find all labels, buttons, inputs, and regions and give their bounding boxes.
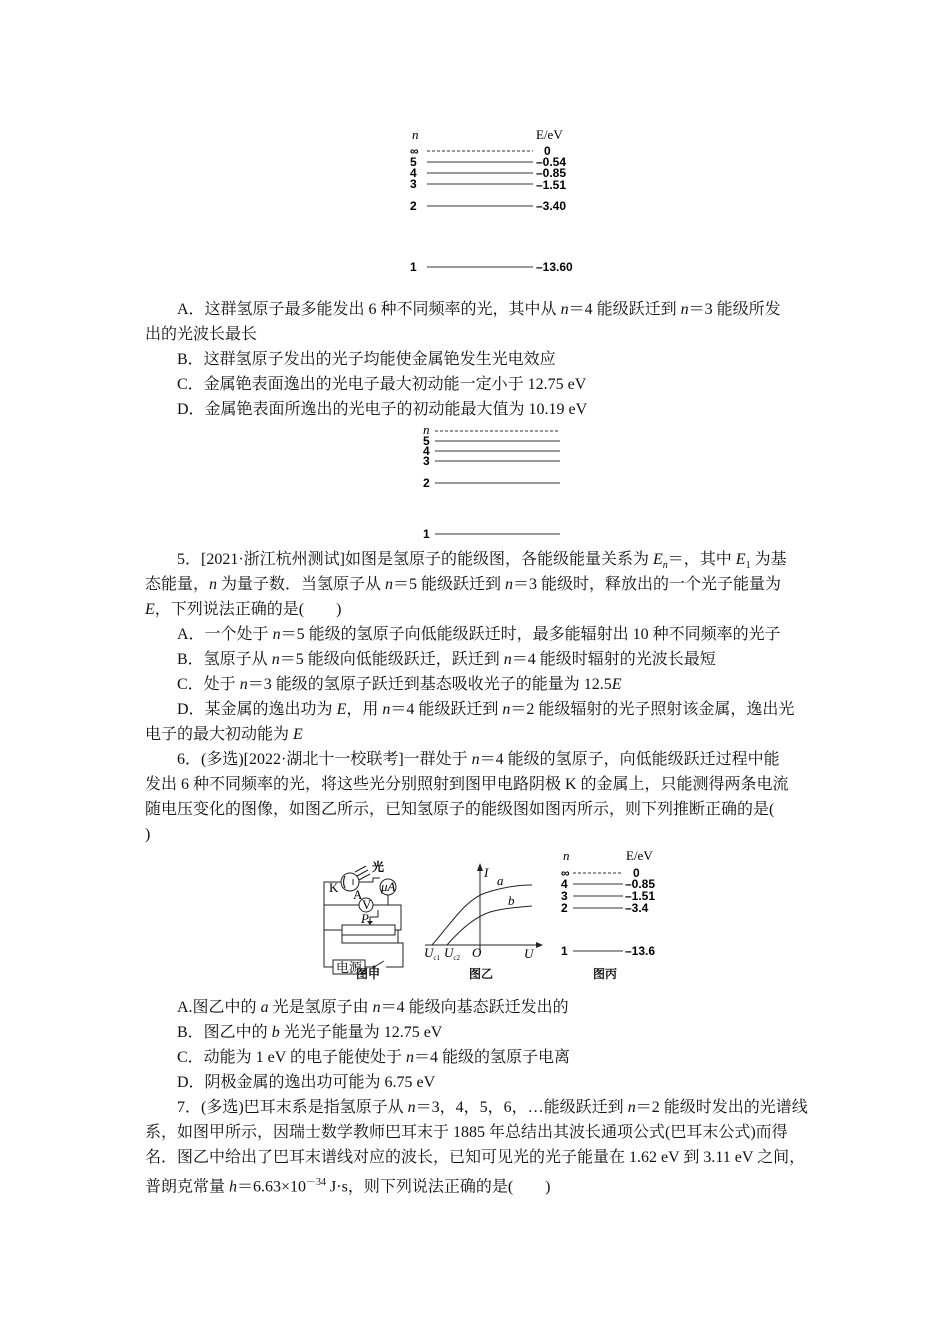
fig5-n-label: n xyxy=(563,848,570,863)
curve-b-label: b xyxy=(508,893,515,908)
figure-bing-caption: 图丙 xyxy=(593,967,618,981)
light-ray-2 xyxy=(357,870,368,876)
q7-stem-line4: 普朗克常量 $h=6.63\times 10^{-34}$ J·s，则下列说法正确的是( ) xyxy=(145,1177,551,1196)
level-4-n: 4 xyxy=(410,166,417,180)
level-5-e: –0.54 xyxy=(536,155,567,169)
light-ray-1 xyxy=(355,866,366,872)
fig2-level-3-n: 3 xyxy=(423,454,430,468)
power-source-label: 电源 xyxy=(336,960,363,975)
q5-option-a: A．一个处于 n＝5 能级的氢原子向低能级跃迁时，最多能辐射出 10 种不同频率的光子 xyxy=(177,626,781,643)
fig5-level-2-n: 2 xyxy=(561,901,568,915)
q4-option-a-cont: 出的光波长最长 xyxy=(145,326,258,343)
q6-option-a: A.图乙中的 a 光是氢原子由 n＝4 能级向基态跃迁发出的 xyxy=(177,999,569,1016)
u-axis-label: U xyxy=(524,946,534,961)
uc2-label: $U_{c2}$ xyxy=(444,945,460,962)
level-2-n: 2 xyxy=(410,199,417,213)
voltmeter-label: V xyxy=(362,897,372,912)
q6-stem-line4: ) xyxy=(145,826,151,843)
energy-level-diagram-2 xyxy=(415,425,570,543)
level-inf-n: ∞ xyxy=(410,144,419,158)
q6-stem-line2: 发出 6 种不同频率的光，将这些光分别照射到图甲电路阴极 K 的金属上，只能测得两条电流 xyxy=(145,776,789,793)
anode-a-label: A xyxy=(353,887,363,902)
q5-stem-line2: 态能量，n 为量子数．当氢原子从 n＝5 能级跃迁到 n＝3 能级时，释放出的一个光子能量为 xyxy=(145,576,782,593)
q5-option-d-cont: 电子的最大初动能为 E xyxy=(145,726,303,743)
fig2-n-label: n xyxy=(423,425,430,437)
level-3-e: –1.51 xyxy=(536,178,567,192)
level-3-n: 3 xyxy=(410,177,417,191)
microammeter-label: μA xyxy=(381,879,396,894)
q7-stem-line1: 7．(多选)巴耳末系是指氢原子从 n＝3，4，5，6，…能级跃迁到 n＝2 能级时发出的光谱线 xyxy=(177,1099,808,1116)
q5-stem-line1: 5．[2021·浙江杭州测试]如图是氢原子的能级图，各能级能量关系为 $E_n=$，其中 $E_1$ 为基 xyxy=(177,551,787,572)
origin-label: O xyxy=(472,945,482,960)
q5-stem-line3: E，下列说法正确的是( ) xyxy=(145,601,342,618)
fig2-level-2-n: 2 xyxy=(423,476,430,490)
fig5-e-label: E/eV xyxy=(626,848,653,863)
q6-option-b: B．图乙中的 b 光光子能量为 12.75 eV xyxy=(177,1024,443,1041)
energy-level-diagram-3 xyxy=(553,846,673,964)
level-4-e: –0.85 xyxy=(536,166,567,180)
slider-p-label: P xyxy=(361,911,369,926)
circuit-diagram xyxy=(318,855,418,980)
rheostat xyxy=(342,925,395,935)
fig2-level-5-n: 5 xyxy=(423,434,430,448)
q6-stem-line1: 6．(多选)[2022·湖北十一校联考]一群处于 n＝4 能级的氢原子，向低能级跃迁过程中能 xyxy=(177,751,780,768)
q6-option-c: C．动能为 1 eV 的电子能使处于 n＝4 能级的氢原子电离 xyxy=(177,1049,571,1066)
figure-yi-caption: 图乙 xyxy=(469,967,494,981)
i-axis-label: I xyxy=(484,865,489,880)
curve-a-label: a xyxy=(497,873,504,888)
q6-stem-line3: 随电压变化的图像，如图乙所示，已知氢原子的能级图如图丙所示，则下列推断正确的是( xyxy=(145,801,775,818)
fig5-level-inf-n: ∞ xyxy=(561,866,570,880)
cathode-k-label: K xyxy=(329,880,339,895)
fig5-level-3-n: 3 xyxy=(561,889,568,903)
uc1-label: $U_{c1}$ xyxy=(424,945,440,962)
q4-option-d: D．金属铯表面所逸出的光电子的初动能最大值为 10.19 eV xyxy=(177,401,588,418)
energy-axis-label: E/eV xyxy=(536,127,563,142)
fig2-level-1-n: 1 xyxy=(423,527,430,541)
q5-option-b: B．氢原子从 n＝5 能级向低能级跃迁，跃迁到 n＝4 能级时辐射的光波长最短 xyxy=(177,651,716,668)
light-label: 光 xyxy=(372,860,385,874)
q4-option-c: C．金属铯表面逸出的光电子最大初动能一定小于 12.75 eV xyxy=(177,376,587,393)
q5-option-c: C．处于 n＝3 能级的氢原子跃迁到基态吸收光子的能量为 12.5E xyxy=(177,676,622,693)
fig5-level-2-e: –3.4 xyxy=(625,901,649,915)
level-1-e: –13.60 xyxy=(536,260,573,274)
fig5-level-4-n: 4 xyxy=(561,877,568,891)
q7-stem-line2: 系，如图甲所示，因瑞士数学教师巴耳末于 1885 年总结出其波长通项公式(巴耳末公式)而得 xyxy=(145,1124,788,1141)
q7-stem-line3: 名．图乙中给出了巴耳末谱线对应的波长，已知可见光的光子能量在 1.62 eV 到 3.11 eV 之间， xyxy=(145,1149,806,1166)
level-2-e: –3.40 xyxy=(536,199,567,213)
figure-jia-caption: 图甲 xyxy=(356,967,381,981)
q4-option-b: B．这群氢原子发出的光子均能使金属铯发生光电效应 xyxy=(177,351,556,368)
fig5-level-inf-e: 0 xyxy=(633,866,640,880)
energy-level-diagram-1 xyxy=(400,125,590,280)
q4-option-a: A．这群氢原子最多能发出 6 种不同频率的光，其中从 n＝4 能级跃迁到 n＝3 能级所发 xyxy=(177,301,781,318)
level-inf-e: 0 xyxy=(544,144,551,158)
fig5-level-4-e: –0.85 xyxy=(625,877,656,891)
q5-option-d: D．某金属的逸出功为 E，用 n＝4 能级跃迁到 n＝2 能级辐射的光子照射该金属，逸出光 xyxy=(177,701,795,718)
iu-graph xyxy=(420,855,545,975)
light-ray-3 xyxy=(359,874,370,880)
n-axis-label: n xyxy=(412,127,419,142)
fig5-level-1-e: –13.6 xyxy=(625,944,656,958)
level-1-n: 1 xyxy=(410,260,417,274)
fig2-level-4-n: 4 xyxy=(423,444,430,458)
q6-option-d: D．阴极金属的逸出功可能为 6.75 eV xyxy=(177,1074,436,1091)
fig5-level-3-e: –1.51 xyxy=(625,889,656,903)
fig5-level-1-n: 1 xyxy=(561,944,568,958)
level-5-n: 5 xyxy=(410,155,417,169)
